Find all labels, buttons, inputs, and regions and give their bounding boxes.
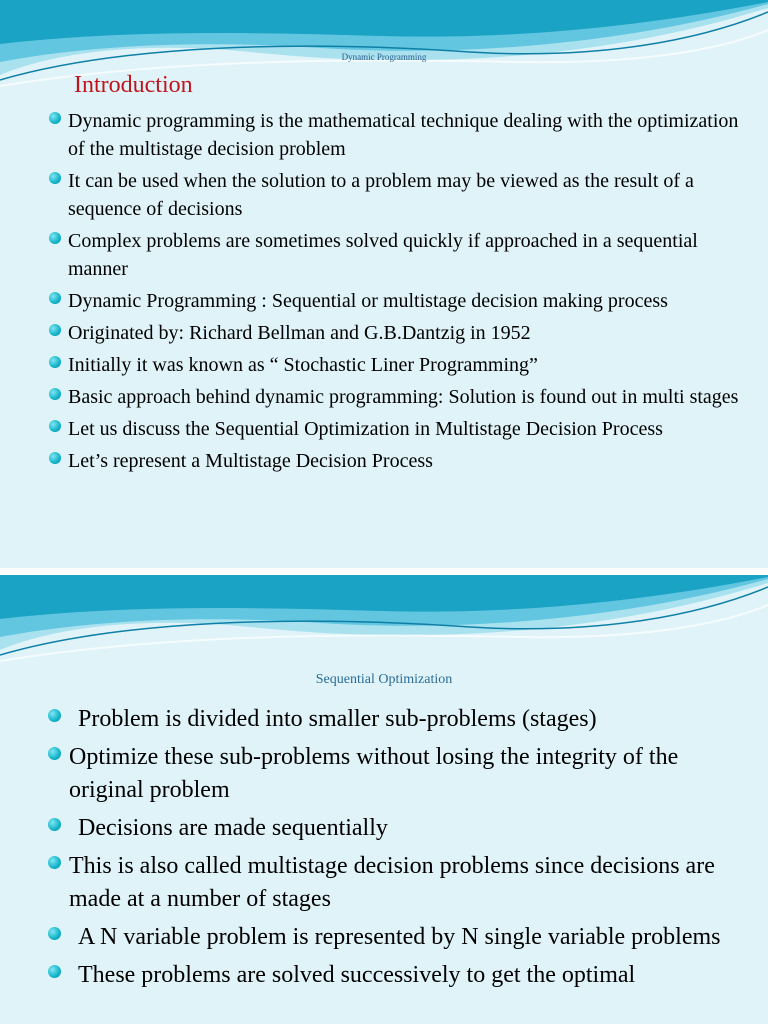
- list-item: It can be used when the solution to a problem may be viewed as the result of a sequence of decisions: [46, 167, 746, 223]
- list-item: Let’s represent a Multistage Decision Process: [46, 447, 746, 475]
- bullet-icon: [49, 292, 61, 304]
- slide-title: Introduction: [74, 72, 193, 98]
- bullet-icon: [49, 388, 61, 400]
- bullet-list: [44, 703, 754, 997]
- bullet-icon: [49, 356, 61, 368]
- slide-sequential-optimization: [0, 575, 768, 1024]
- bullet-icon: [48, 709, 61, 722]
- bullet-icon: [49, 452, 61, 464]
- list-item: These problems are solved successively to get the optimal: [44, 959, 754, 992]
- slide-header: Dynamic Programming: [341, 52, 427, 62]
- list-item: Basic approach behind dynamic programming: Solution is found out in multi stages: [46, 383, 746, 411]
- list-item: This is also called multistage decision problems since decisions are made at a number of stages: [44, 850, 754, 916]
- bullet-icon: [49, 420, 61, 432]
- list-item: Decisions are made sequentially: [44, 812, 754, 845]
- bullet-icon: [49, 112, 61, 124]
- list-item: Dynamic programming is the mathematical technique dealing with the optimization of the multistage decision problem: [46, 107, 746, 163]
- bullet-icon: [49, 232, 61, 244]
- wave-banner: [0, 575, 768, 665]
- bullet-icon: [48, 747, 61, 760]
- bullet-icon: [48, 818, 61, 831]
- bullet-icon: [49, 172, 61, 184]
- list-item: Problem is divided into smaller sub-problems (stages): [44, 703, 754, 736]
- list-item: Let us discuss the Sequential Optimization in Multistage Decision Process: [46, 415, 746, 443]
- list-item: Complex problems are sometimes solved quickly if approached in a sequential manner: [46, 227, 746, 283]
- bullet-list: [46, 107, 746, 479]
- list-item: Optimize these sub-problems without losing the integrity of the original problem: [44, 741, 754, 807]
- bullet-icon: [49, 324, 61, 336]
- list-item: Dynamic Programming : Sequential or multistage decision making process: [46, 287, 746, 315]
- list-item: A N variable problem is represented by N single variable problems: [44, 921, 754, 954]
- slide-separator: [0, 568, 768, 575]
- list-item: Originated by: Richard Bellman and G.B.Dantzig in 1952: [46, 319, 746, 347]
- bullet-icon: [48, 856, 61, 869]
- slide-title: Sequential Optimization: [315, 672, 453, 687]
- list-item: Initially it was known as “ Stochastic Liner Programming”: [46, 351, 746, 379]
- bullet-icon: [48, 965, 61, 978]
- bullet-icon: [48, 927, 61, 940]
